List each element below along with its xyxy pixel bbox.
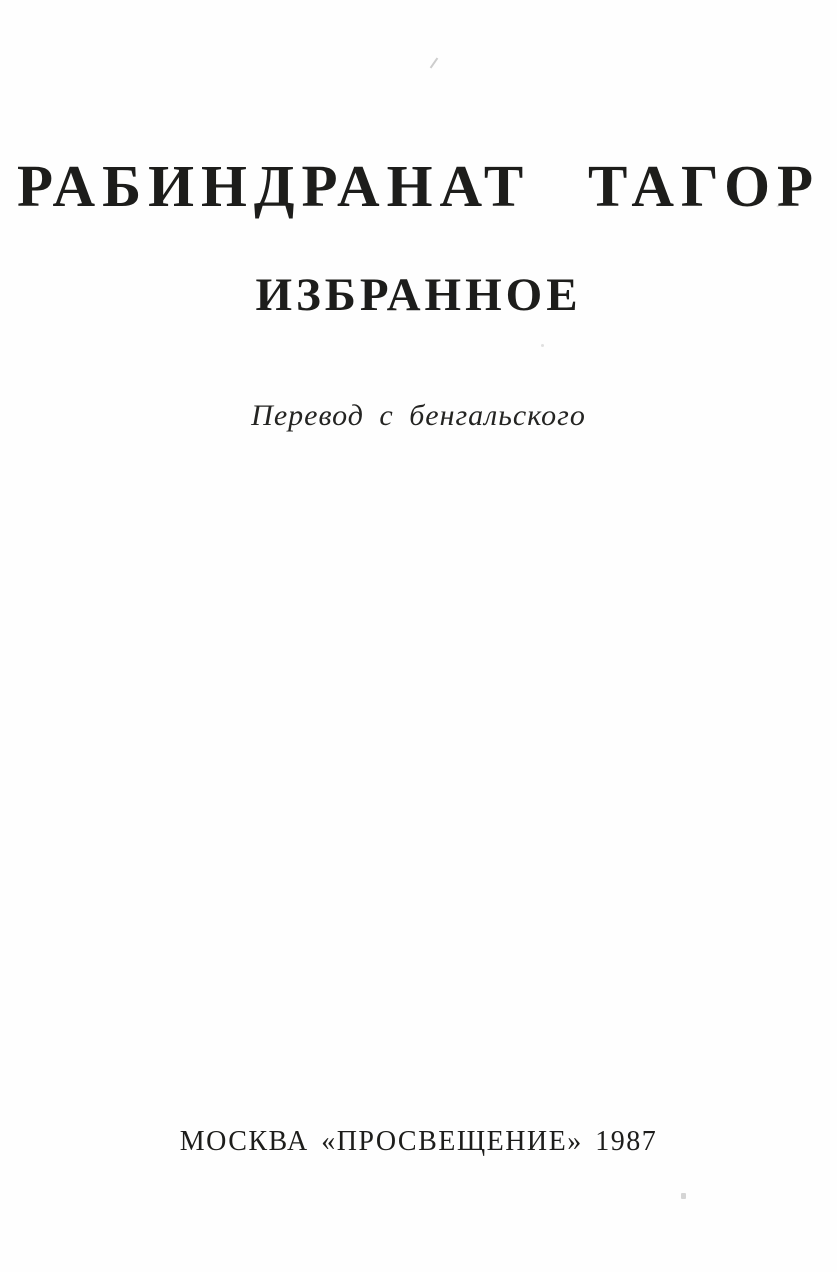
translation-note: Перевод с бенгальского: [251, 399, 586, 432]
imprint-line: МОСКВА «ПРОСВЕЩЕНИЕ» 1987: [179, 1126, 658, 1157]
scan-speck-middle: [541, 344, 544, 347]
book-title: ИЗБРАННОЕ: [255, 269, 582, 321]
scan-speck-bottom: [681, 1193, 686, 1199]
author-name: РАБИНДРАНАТ ТАГОР: [16, 153, 821, 219]
scan-speck-top: [430, 58, 439, 69]
